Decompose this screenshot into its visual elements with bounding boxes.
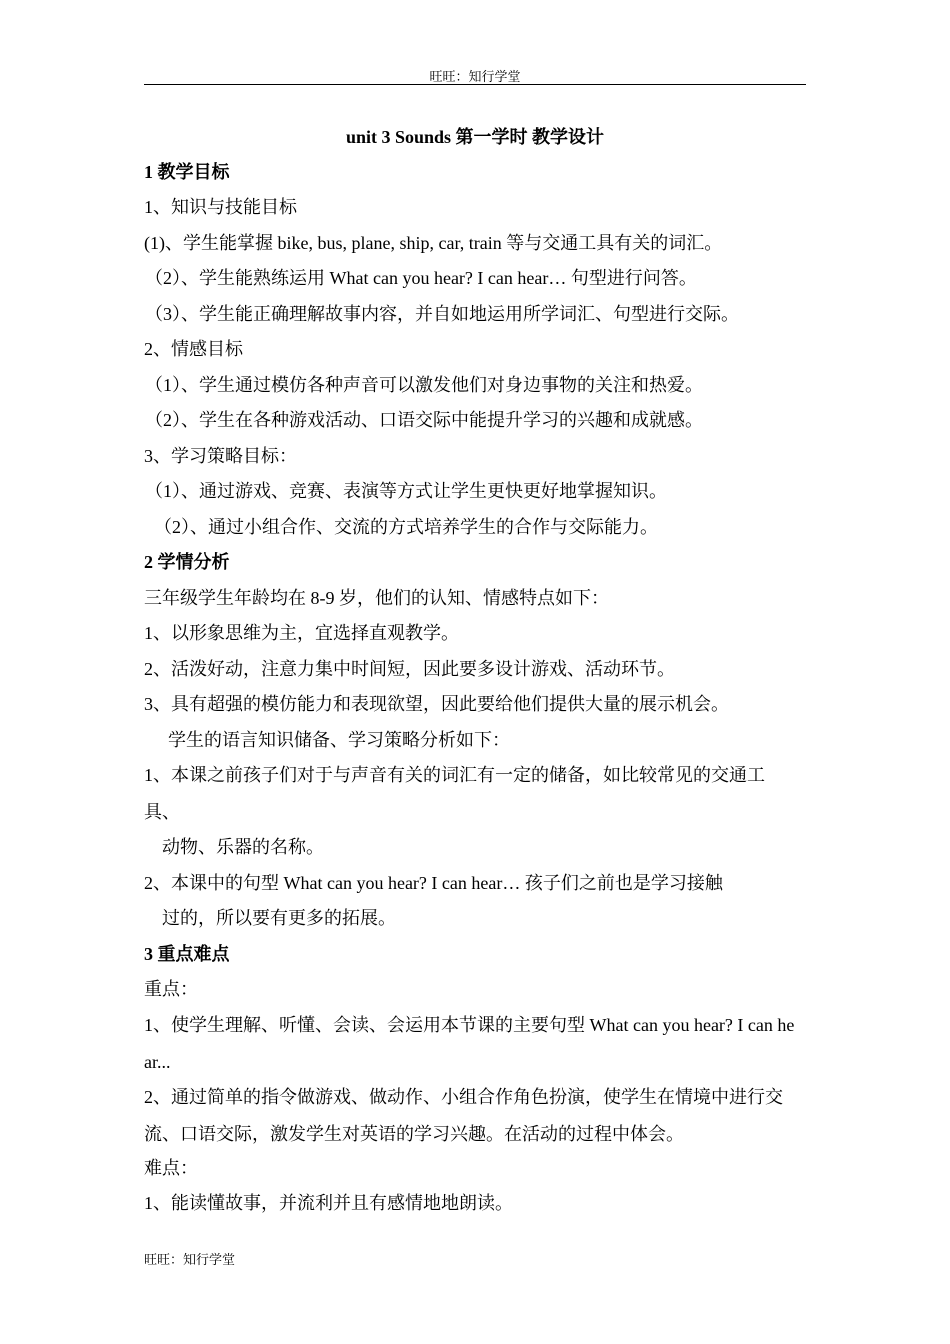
section-heading-analysis: 2 学情分析: [144, 552, 230, 572]
paragraph-line: (1)、学生能掌握 bike, bus, plane, ship, car, train 等与交通工具有关的词汇。: [144, 233, 723, 253]
paragraph-line: 具、: [144, 802, 180, 822]
paragraph-line: 3、具有超强的模仿能力和表现欲望，因此要给他们提供大量的展示机会。: [144, 694, 729, 714]
paragraph-line: 流、口语交际，激发学生对英语的学习兴趣。在活动的过程中体会。: [144, 1124, 684, 1144]
paragraph-line: 1、以形象思维为主，宜选择直观教学。: [144, 623, 459, 643]
paragraph-line: 1、使学生理解、听懂、会读、会运用本节课的主要句型 What can you hear? I can he: [144, 1015, 795, 1035]
paragraph-line: （1）、通过游戏、竞赛、表演等方式让学生更快更好地掌握知识。: [145, 481, 667, 501]
paragraph-line: 过的，所以要有更多的拓展。: [162, 908, 396, 928]
paragraph-line: （1）、学生通过模仿各种声音可以激发他们对身边事物的关注和热爱。: [145, 375, 703, 395]
paragraph-line: 难点：: [144, 1158, 198, 1178]
paragraph-line: （2）、通过小组合作、交流的方式培养学生的合作与交际能力。: [154, 517, 658, 537]
section-heading-objectives: 1 教学目标: [144, 162, 230, 182]
section-heading-key-points: 3 重点难点: [144, 944, 230, 964]
paragraph-line: 1、知识与技能目标: [144, 197, 297, 217]
paragraph-line: 1、能读懂故事，并流利并且有感情地地朗读。: [144, 1193, 513, 1213]
header-divider: [144, 84, 806, 85]
page-footer: 旺旺：知行学堂: [144, 1252, 236, 1267]
paragraph-line: 3、学习策略目标：: [144, 446, 297, 466]
paragraph-line: 2、通过简单的指令做游戏、做动作、小组合作角色扮演，使学生在情境中进行交: [144, 1087, 783, 1107]
paragraph-line: （2）、学生能熟练运用 What can you hear? I can hear… 句型进行问答。: [145, 268, 697, 288]
paragraph-line: 1、本课之前孩子们对于与声音有关的词汇有一定的储备，如比较常见的交通工: [144, 765, 765, 785]
paragraph-line: （3）、学生能正确理解故事内容，并自如地运用所学词汇、句型进行交际。: [145, 304, 739, 324]
paragraph-line: 动物、乐器的名称。: [162, 837, 324, 857]
paragraph-line: （2）、学生在各种游戏活动、口语交际中能提升学习的兴趣和成就感。: [145, 410, 703, 430]
paragraph-line: 重点：: [144, 979, 198, 999]
paragraph-line: 学生的语言知识储备、学习策略分析如下：: [168, 730, 510, 750]
paragraph-line: ar...: [144, 1052, 171, 1072]
document-title: unit 3 Sounds 第一学时 教学设计: [345, 127, 605, 147]
paragraph-line: 2、情感目标: [144, 339, 243, 359]
page-header: 旺旺：知行学堂: [429, 69, 521, 84]
paragraph-line: 2、活泼好动，注意力集中时间短，因此要多设计游戏、活动环节。: [144, 659, 675, 679]
paragraph-line: 三年级学生年龄均在 8-9 岁，他们的认知、情感特点如下：: [144, 588, 609, 608]
paragraph-line: 2、本课中的句型 What can you hear? I can hear… 孩子们之前也是学习接触: [144, 873, 723, 893]
